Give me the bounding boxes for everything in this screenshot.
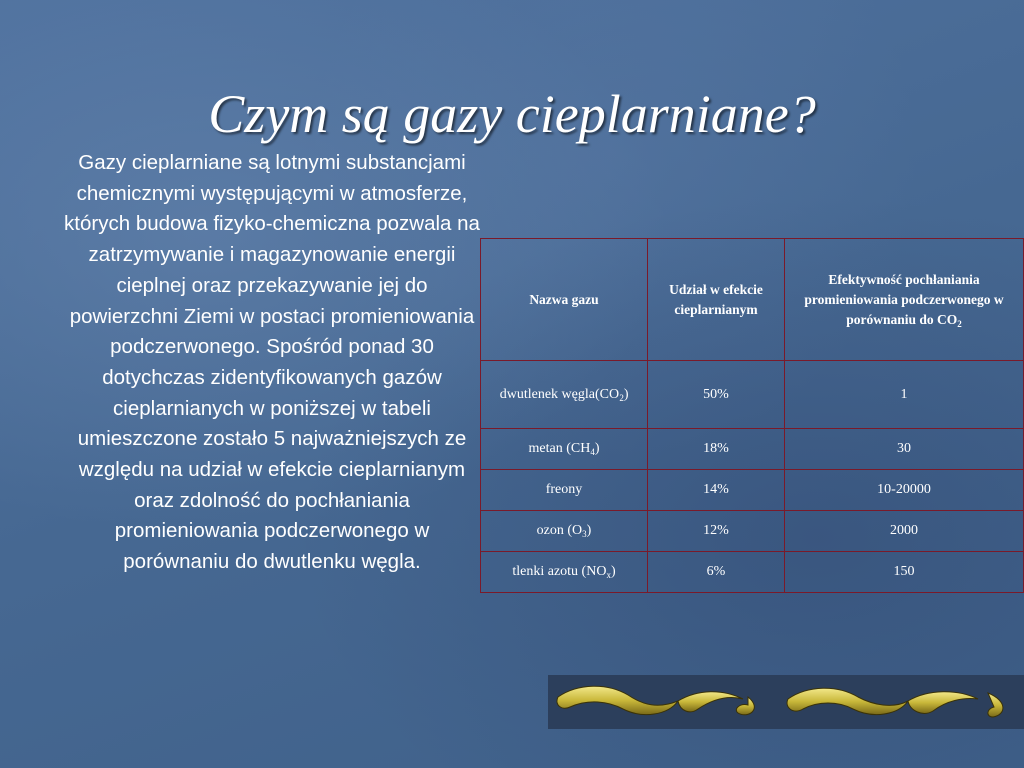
table-row [481, 361, 1024, 429]
gold-swirl-ornament-icon [548, 675, 1024, 729]
table-row [481, 552, 1024, 593]
gas-name-suffix: ) [623, 386, 629, 402]
cell-gas-name [481, 429, 648, 470]
cell-efficiency: 1 [785, 361, 1024, 429]
table-header-row [481, 239, 1024, 361]
cell-share: 14% [648, 470, 785, 511]
cell-efficiency: 150 [785, 552, 1024, 593]
slide-body-text: Gazy cieplarniane są lotnymi substancjami chemicznymi występującymi w atmosferze, których budowa fizyko-chemiczna pozwala na zatrzymywanie i magazynowanie energii cieplnej oraz przekazywanie jej do powierzchni Ziemi w postaci promieniowania podczerwonego. Spośród ponad 30 dotychczas zidentyfikowanych gazów cieplarnianych w poniższej w tabeli umieszczone zostało 5 najważniejszych ze względu na udział w efekcie cieplarnianym oraz zdolność do pochłaniania promieniowania podczerwonego w porównaniu do dwutlenku węgla. [64, 151, 480, 574]
cell-gas-name [481, 511, 648, 552]
gas-name-suffix: ) [610, 564, 616, 579]
header-efficiency [785, 239, 1024, 361]
gas-name-sub: 3 [582, 529, 587, 539]
gas-name-text: tlenki azotu (NO [512, 564, 607, 579]
table-row [481, 511, 1024, 552]
gas-name-suffix: ) [594, 441, 600, 456]
header-gas-name: Nazwa gazu [481, 239, 648, 361]
cell-share: 6% [648, 552, 785, 593]
gas-name-text: freony [545, 482, 583, 497]
header-efficiency-text: Efektywność pochłaniania promieniowania podczerwonego w porównaniu do CO [804, 271, 1004, 327]
cell-efficiency: 30 [785, 429, 1024, 470]
greenhouse-gas-table [480, 238, 1024, 593]
header-share [648, 239, 785, 361]
table-row [481, 429, 1024, 470]
header-efficiency-sub: 2 [957, 318, 962, 329]
gas-name-sub: 2 [619, 392, 624, 403]
cell-efficiency: 10-20000 [785, 470, 1024, 511]
cell-share: 12% [648, 511, 785, 552]
cell-gas-name [481, 552, 648, 593]
ornament-graphic [548, 675, 1024, 729]
cell-share: 18% [648, 429, 785, 470]
gas-name-sub: x [606, 570, 611, 580]
cell-efficiency: 2000 [785, 511, 1024, 552]
gas-name-suffix: ) [586, 523, 592, 538]
slide-title: Czym są gazy cieplarniane? [208, 84, 816, 144]
cell-gas-name [481, 470, 648, 511]
cell-gas-name [481, 361, 648, 429]
gas-name-sub: 4 [590, 447, 595, 457]
header-efficiency-label [804, 270, 1004, 330]
gas-name-text: dwutlenek węgla(CO [499, 386, 620, 402]
header-share-label: Udział w efekcie cieplarnianym [669, 281, 763, 317]
gas-name-text: metan (CH [528, 441, 591, 456]
gas-name-text: ozon (O [536, 523, 583, 538]
table-row [481, 470, 1024, 511]
cell-share: 50% [648, 361, 785, 429]
